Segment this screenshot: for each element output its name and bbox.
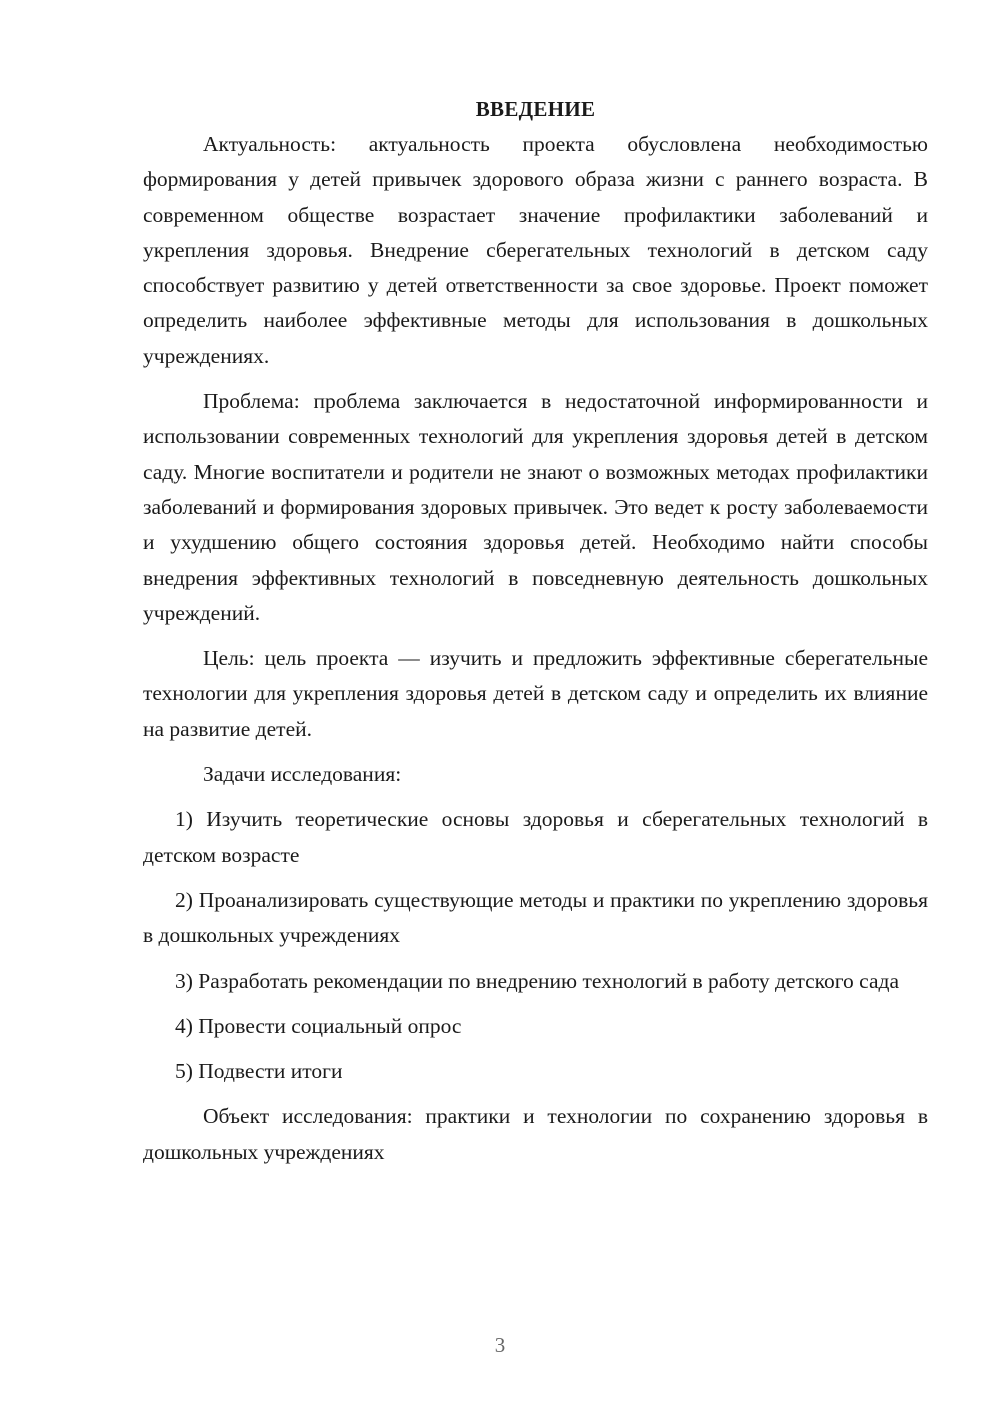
paragraph-relevance: Актуальность: актуальность проекта обусловлена необходимостью формирования у детей привычек здорового образа жизни с раннего возраста. В современном обществе возрастает значение профилактики заболеваний и укрепления здоровья. Внедрение сберегательных технологий в детском саду способствует развитию у детей ответственности за свое здоровье. Проект поможет определить наиболее эффективные методы для использования в дошкольных учреждениях. <box>143 132 928 368</box>
task-item: 1) Изучить теоретические основы здоровья и сберегательных технологий в детском возрасте <box>143 807 928 867</box>
task-item: 4) Провести социальный опрос <box>175 1013 462 1038</box>
section-heading: ВВЕДЕНИЕ <box>475 97 596 121</box>
task-item: 3) Разработать рекомендации по внедрению технологий в работу детского сада <box>175 968 899 993</box>
paragraph-goal: Цель: цель проекта — изучить и предложить эффективные сберегательные технологии для укрепления здоровья детей в детском саду и определить их влияние на развитие детей. <box>143 646 928 741</box>
page-number: 3 <box>494 1333 506 1357</box>
task-item: 2) Проанализировать существующие методы и практики по укреплению здоровья в дошкольных учреждениях <box>143 887 928 948</box>
tasks-heading: Задачи исследования: <box>203 762 402 787</box>
paragraph-problem: Проблема: проблема заключается в недостаточной информированности и использовании современных технологий для укрепления здоровья детей в детском саду. Многие воспитатели и родители не знают о возможных методах профилактики заболеваний и формирования здоровых привычек. Это ведет к росту заболеваемости и ухудшению общего состояния здоровья детей. Необходимо найти способы внедрения эффективных технологий в повседневную деятельность дошкольных учреждений. <box>143 389 928 625</box>
document-page <box>143 92 928 1170</box>
paragraph-object: Объект исследования: практики и технологии по сохранению здоровья в дошкольных учреждениях <box>143 1104 928 1164</box>
task-item: 5) Подвести итоги <box>175 1059 343 1084</box>
